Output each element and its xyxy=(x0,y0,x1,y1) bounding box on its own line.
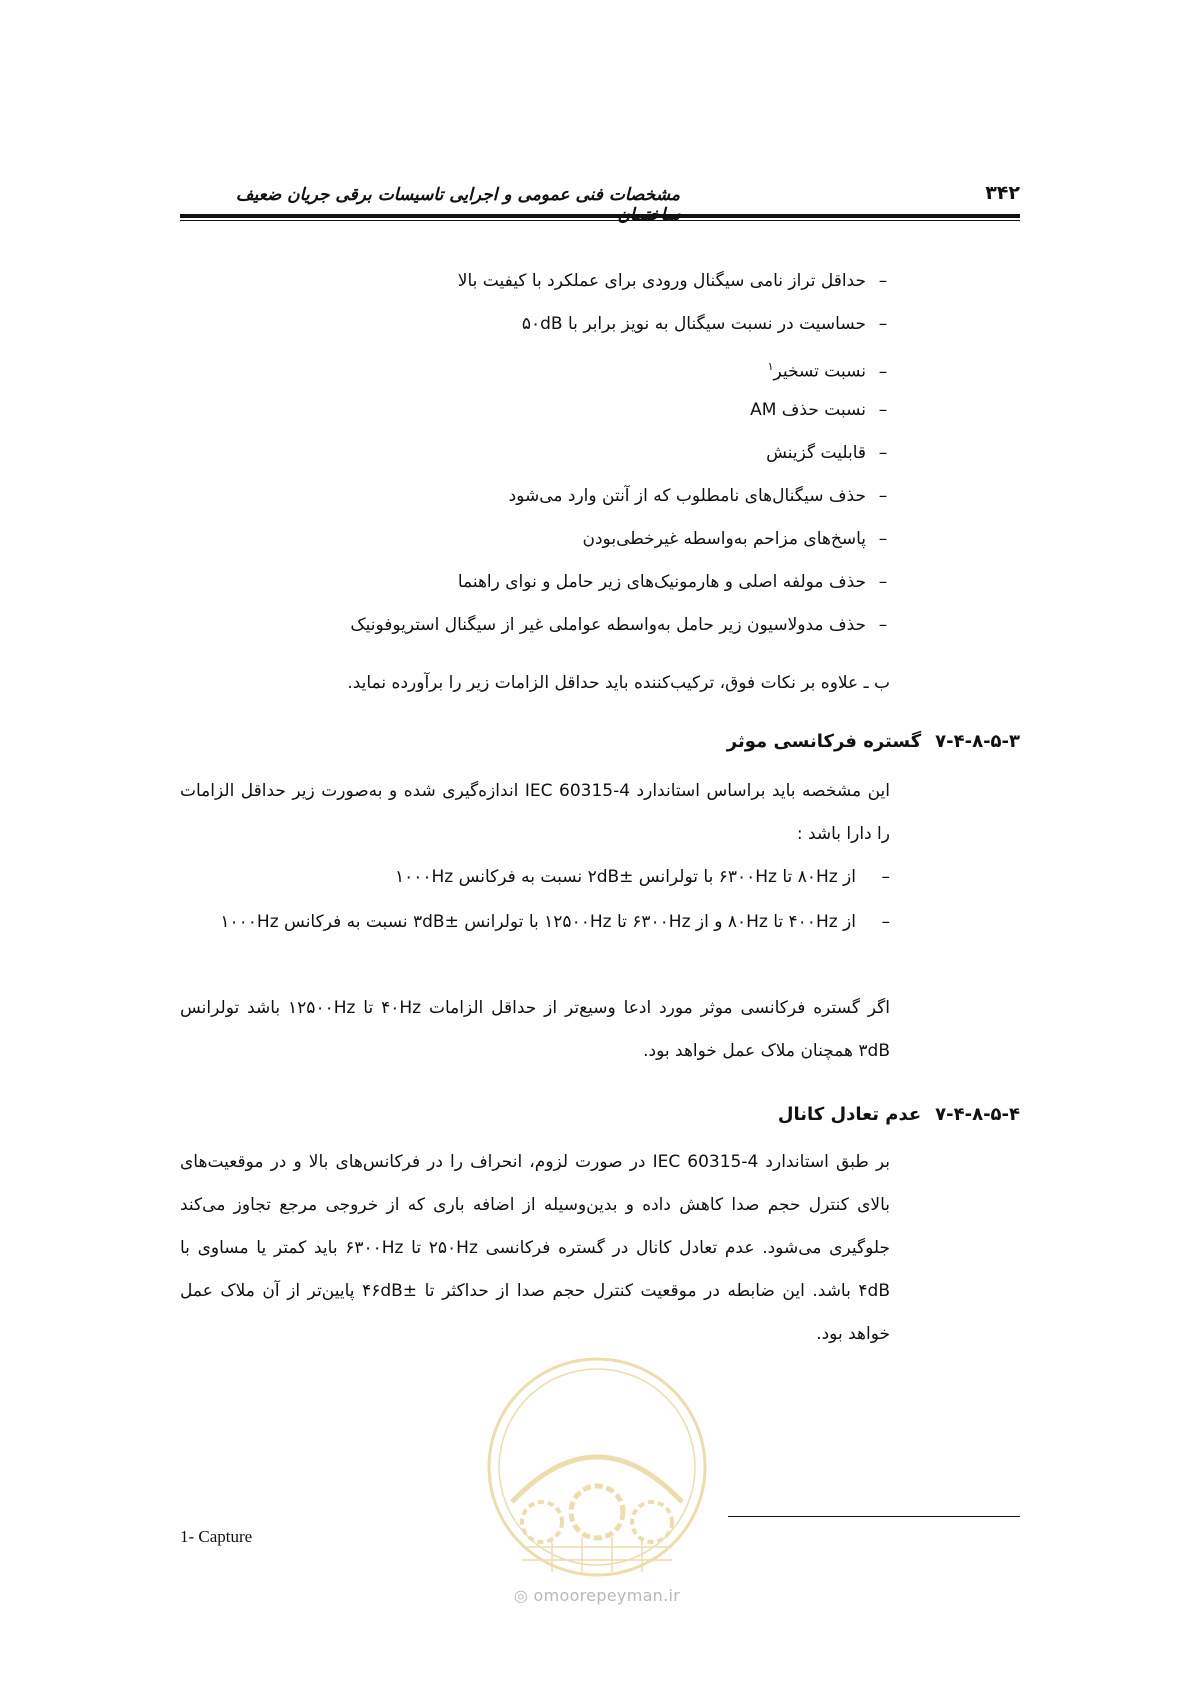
list-item-text: نسبت حذف AM xyxy=(750,400,866,420)
requirements-list xyxy=(300,266,900,653)
list-item-text: قابلیت گزینش xyxy=(766,443,866,463)
footnote-rule xyxy=(728,1516,1020,1517)
list-item xyxy=(300,309,900,352)
section-number: ۷-۴-۸-۵-۳ xyxy=(935,731,1020,752)
list-dash: – xyxy=(878,443,888,463)
list-dash: – xyxy=(878,486,888,506)
section-number: ۷-۴-۸-۵-۴ xyxy=(935,1104,1020,1125)
header-rule-thick xyxy=(180,214,1020,218)
list-item xyxy=(300,524,900,567)
section-3-intro: این مشخصه باید براساس استاندارد IEC 60315-4 اندازه‌گیری شده و به‌صورت زیر حداقل الزامات را دارا باشد : xyxy=(180,781,891,844)
watermark-logo-icon xyxy=(482,1352,712,1582)
page-header-title: مشخصات فنی عمومی و اجرایی تاسیسات برقی جریان ضعیف xyxy=(235,185,680,205)
list-item-text: حساسیت در نسبت سیگنال به نویز برابر با ۵۰dB xyxy=(521,314,866,334)
list-dash: – xyxy=(878,400,888,420)
list-dash: – xyxy=(878,615,888,635)
header-rule-thin xyxy=(180,220,1020,221)
list-item xyxy=(300,567,900,610)
list-item-text: پاسخ‌های مزاحم به‌واسطه غیرخطی‌بودن xyxy=(582,529,866,549)
watermark-caption: ◎ omoorepeyman.ir xyxy=(513,1586,681,1605)
list-dash: – xyxy=(881,912,890,932)
list-item xyxy=(300,266,900,309)
section-heading-3 xyxy=(180,727,1020,757)
list-item xyxy=(300,438,900,481)
list-item-text: حذف سیگنال‌های نامطلوب که از آنتن وارد می‌شود xyxy=(508,486,866,506)
section-title: گستره فرکانسی موثر xyxy=(726,731,922,752)
list-item xyxy=(300,610,900,653)
section-4-body: بر طبق استاندارد IEC 60315-4 در صورت لزوم، انحراف را در فرکانس‌های بالا و در موقعیت‌های بالای کنترل حجم صدا کاهش داده و بدین‌وسیله از اضافه باری که از خروجی مرجع تجاوز می‌کند جلوگیری می‌شود. عدم تعادل کانال در گستره فرکانسی ۲۵۰Hz تا ۶۳۰۰Hz باید کمتر یا مساوی با ۴dB باشد. این ضابطه در موقعیت کنترل حجم صدا از حداکثر تا ±۴۶dB پایین‌تر از آن ملاک عمل خواهد بود. xyxy=(180,1152,890,1344)
list-dash: – xyxy=(878,314,888,334)
footnote-marker: ۱ xyxy=(767,360,774,373)
list-item xyxy=(300,352,900,395)
range-item-2 xyxy=(180,901,890,944)
list-dash: – xyxy=(878,271,888,291)
range-text: از ۸۰Hz تا ۶۳۰۰Hz با تولرانس ±۲dB نسبت به فرکانس ۱۰۰۰Hz xyxy=(394,867,856,887)
list-item-text: حذف مولفه اصلی و هارمونیک‌های زیر حامل و نوای راهنما xyxy=(457,572,866,592)
paragraph-b: ب ـ علاوه بر نکات فوق، ترکیب‌کننده باید حداقل الزامات زیر را برآورده نماید. xyxy=(347,673,890,693)
list-item-text: حذف مدولاسیون زیر حامل به‌واسطه عواملی غیر از سیگنال استریوفونیک xyxy=(350,615,866,635)
page-number: ۳۴۲ xyxy=(985,182,1020,204)
list-item-text: نسبت تسخیر xyxy=(773,361,866,382)
section-title: عدم تعادل کانال xyxy=(777,1104,922,1125)
watermark-site: omoorepeyman.ir xyxy=(533,1586,681,1605)
list-item-text: حداقل تراز نامی سیگنال ورودی برای عملکرد با کیفیت بالا xyxy=(457,271,866,291)
list-item xyxy=(300,481,900,524)
range-item-1 xyxy=(180,856,890,899)
range-text: از ۴۰۰Hz تا ۸۰Hz و از ۶۳۰۰Hz تا ۱۲۵۰۰Hz با تولرانس ±۳dB نسبت به فرکانس ۱۰۰۰Hz xyxy=(220,912,856,932)
list-item xyxy=(300,395,900,438)
list-dash: – xyxy=(878,361,888,382)
footnote: 1- Capture xyxy=(180,1527,253,1546)
section-heading-4 xyxy=(180,1100,1020,1130)
list-dash: – xyxy=(878,529,888,549)
list-dash: – xyxy=(881,867,890,887)
list-dash: – xyxy=(878,572,888,592)
section-3-note: اگر گستره فرکانسی موثر مورد ادعا وسیع‌تر از حداقل الزامات ۴۰Hz تا ۱۲۵۰۰Hz باشد تولرانس ۳dB همچنان ملاک عمل خواهد بود. xyxy=(180,998,890,1061)
